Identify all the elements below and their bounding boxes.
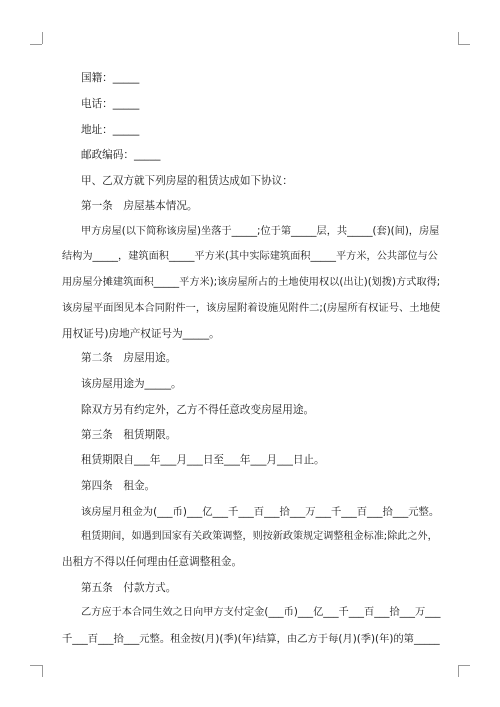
article-5-heading: 第五条 付款方式。 bbox=[81, 582, 177, 594]
postal-code-line: 邮政编码：_____ bbox=[81, 149, 161, 161]
article-1-text-2: 结构为_____，建筑面积_____平方米(其中实际建筑面积_____平方米，公共部位与公 bbox=[62, 251, 438, 262]
article-4-text-2: 租赁期间，如遇到国家有关政策调整，则按新政策规定调整租金标准;除此之外， bbox=[81, 531, 438, 542]
article-4-text-3: 出租方不得以任何理由任意调整租金。 bbox=[62, 556, 243, 568]
article-1-text-5: 用权证号)房地产权证号为_____。 bbox=[62, 328, 220, 340]
phone-line: 电话：_____ bbox=[81, 98, 140, 110]
article-1-text-3: 用房屋分摊建筑面积_____平方米);该房屋所占的土地使用权以(出让)(划拨)方式取得; bbox=[62, 277, 441, 288]
article-1-text-1: 甲方房屋(以下简称该房屋)坐落于_____;位于第_____层，共_____(套)(间)，房屋 bbox=[81, 226, 440, 237]
article-2-text-1: 该房屋用途为_____。 bbox=[81, 378, 182, 390]
article-1-text-4: 该房屋平面图见本合同附件一，该房屋附着设施见附件二;(房屋所有权证号、土地使 bbox=[62, 302, 441, 314]
article-5-text-2: 千___百___拾___元整。租金按(月)(季)(年)结算，由乙方于每(月)(季)(年)的第_____ bbox=[62, 633, 440, 645]
article-4-heading: 第四条 租金。 bbox=[81, 480, 156, 492]
article-2-heading: 第二条 房屋用途。 bbox=[81, 352, 177, 364]
article-2-text-2: 除双方另有约定外，乙方不得任意改变房屋用途。 bbox=[81, 404, 315, 416]
article-5-text-1: 乙方应于本合同生效之日向甲方支付定金(___币)___亿___千___百___拾___万___ bbox=[81, 607, 441, 618]
nationality-line: 国籍：_____ bbox=[81, 72, 140, 84]
article-3-heading: 第三条 租赁期限。 bbox=[81, 429, 177, 441]
address-line: 地址：_____ bbox=[81, 124, 140, 136]
article-1-heading: 第一条 房屋基本情况。 bbox=[81, 200, 198, 212]
agreement-intro: 甲、乙双方就下列房屋的租赁达成如下协议： bbox=[81, 175, 293, 187]
article-3-text: 租赁期限自___年___月___日至___年___月___日止。 bbox=[81, 454, 325, 466]
article-4-text-1: 该房屋月租金为(___币)___亿___千___百___拾___万___千___百___拾___元整。 bbox=[81, 506, 440, 518]
